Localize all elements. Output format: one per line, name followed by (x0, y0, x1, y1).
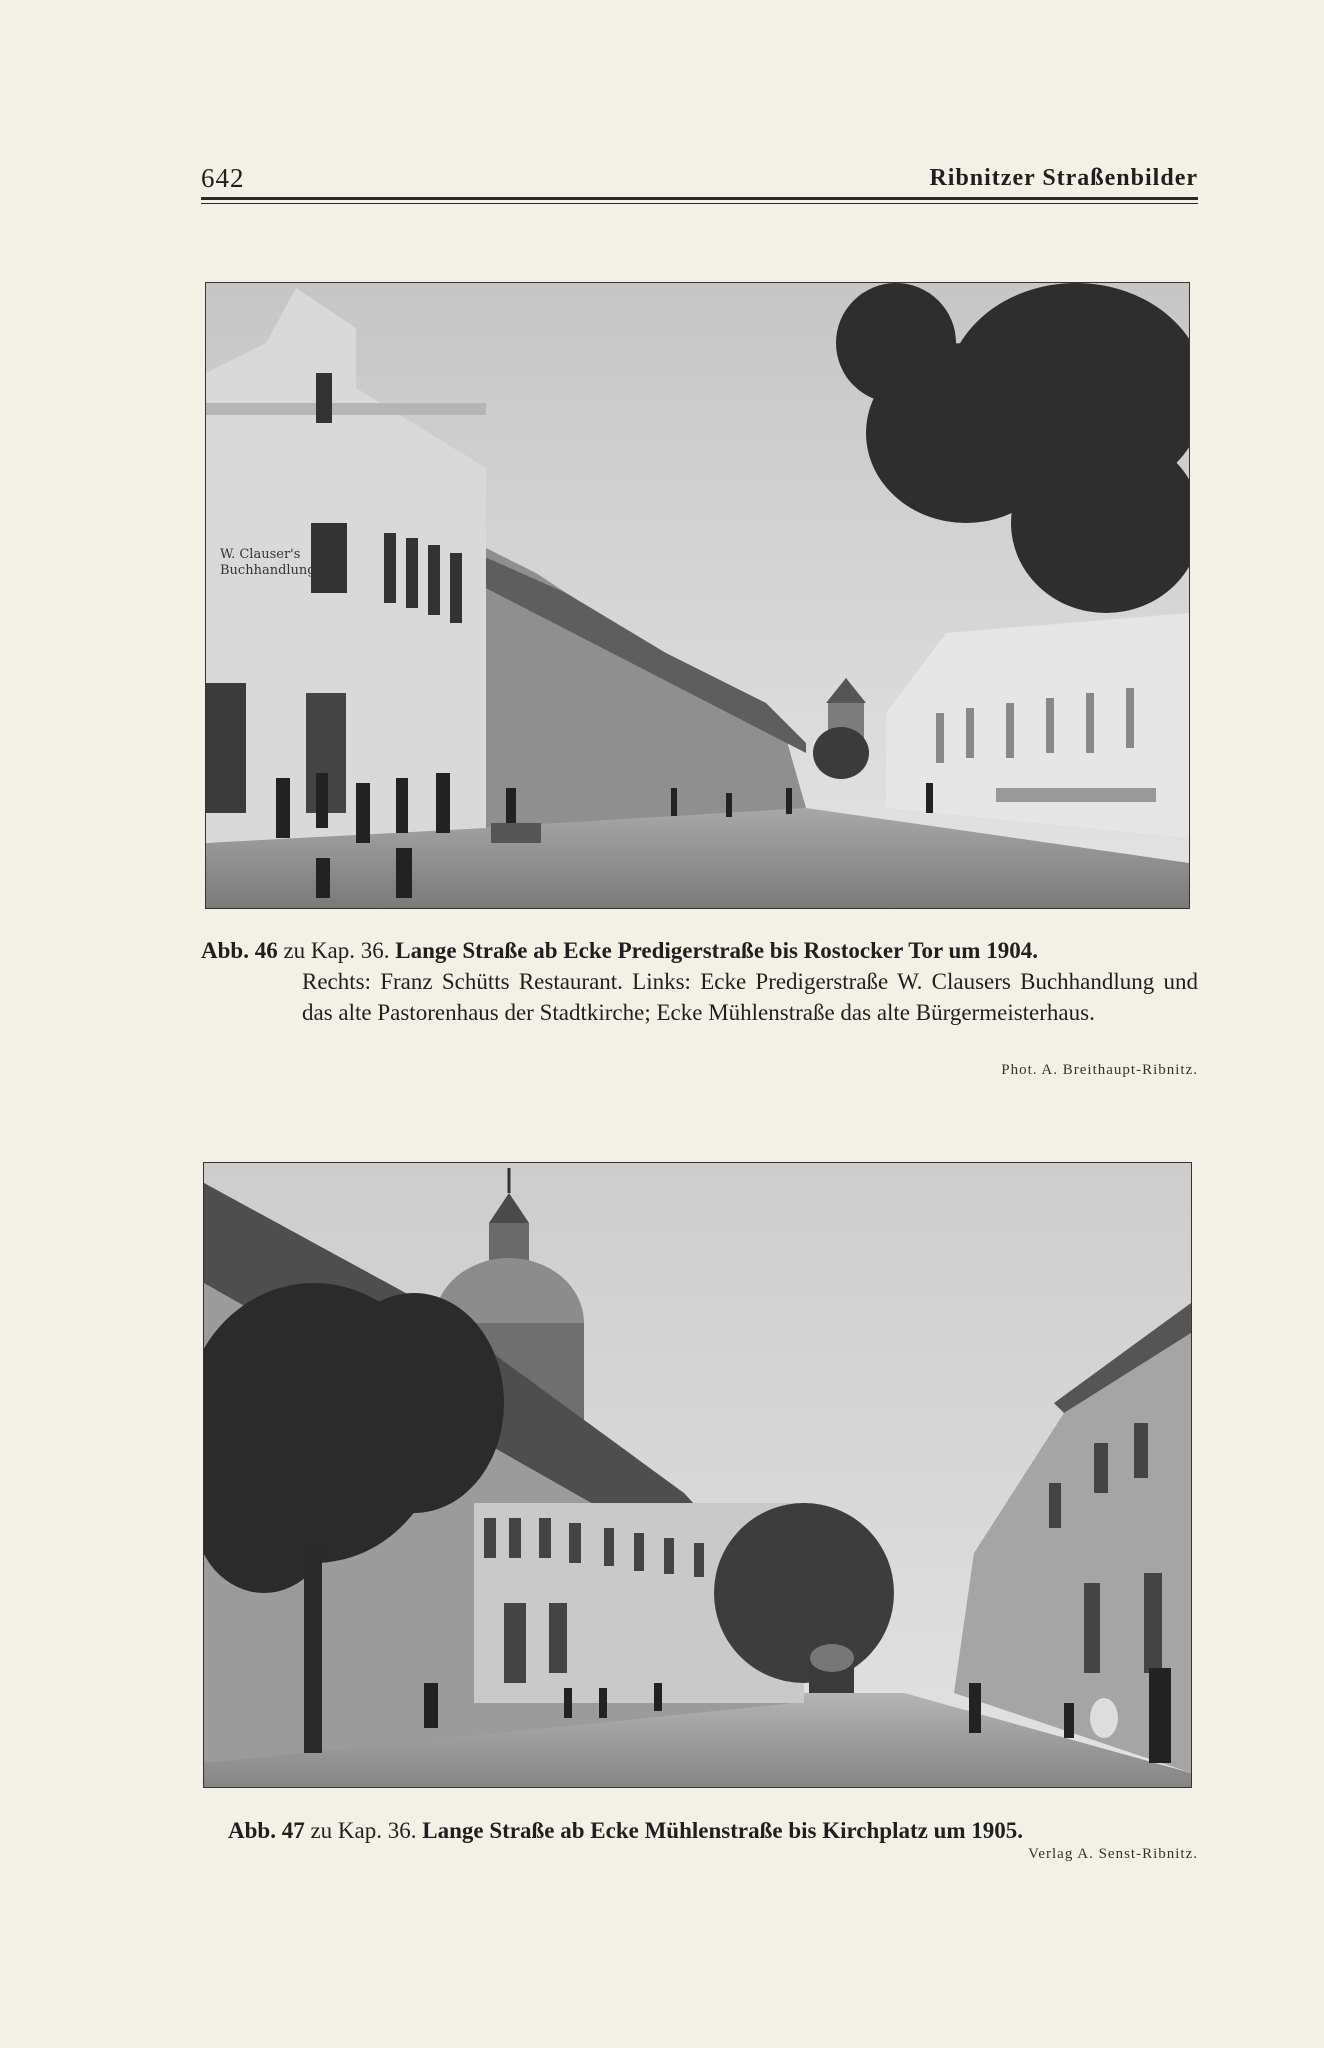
photo-credit: Verlag A. Senst-Ribnitz. (1028, 1846, 1198, 1862)
caption-label: Abb. 47 (228, 1818, 305, 1843)
bookshop-sign: W. Clauser's Buchhandlung. (220, 547, 320, 578)
header-rule-thin (201, 203, 1198, 204)
photo-illustration (204, 1163, 1191, 1787)
page-header (201, 163, 1198, 193)
restaurant-sign-shape (996, 788, 1156, 802)
caption-title: Lange Straße ab Ecke Mühlenstraße bis Kirchplatz um 1905. (422, 1818, 1024, 1843)
photo-lange-strasse-1904 (205, 282, 1190, 909)
photo-illustration (206, 283, 1189, 908)
caption-ref: zu Kap. 36. (283, 938, 390, 963)
running-title: Ribnitzer Straßenbilder (929, 165, 1198, 191)
caption-label: Abb. 46 (201, 938, 278, 963)
caption-ref: zu Kap. 36. (310, 1818, 417, 1843)
caption-title: Lange Straße ab Ecke Predigerstraße bis Rostocker Tor um 1904. (395, 938, 1038, 963)
figure-46-caption (201, 935, 1198, 1028)
photo-credit: Phot. A. Breithaupt-Ribnitz. (1001, 1062, 1198, 1078)
page-number: 642 (201, 163, 245, 193)
photo-lange-strasse-1905 (203, 1162, 1192, 1788)
header-rule (201, 197, 1198, 200)
caption-body: Rechts: Franz Schütts Restaurant. Links: Ecke Predigerstraße W. Clausers Buchhandlung und das alte Pastorenhaus der Stadtkirche; Ecke Mühlenstraße das alte Bürgermeisterhaus. (302, 969, 1198, 1025)
figure-47-caption (228, 1815, 1023, 1846)
